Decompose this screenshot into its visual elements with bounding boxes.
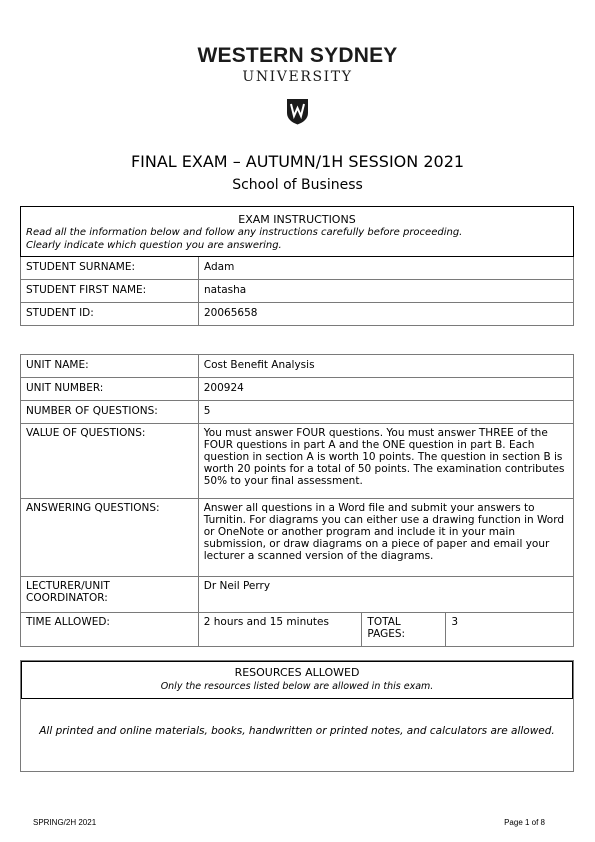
time-allowed-label: TIME ALLOWED: [21, 613, 199, 647]
school-name: School of Business [232, 177, 363, 193]
resources-allowed-title: RESOURCES ALLOWED [234, 666, 360, 679]
student-details-table [20, 206, 574, 326]
unit-details-table [20, 354, 574, 647]
time-allowed-value: 2 hours and 15 minutes [198, 613, 362, 647]
exam-instructions-box [21, 207, 574, 257]
value-of-questions-label: VALUE OF QUESTIONS: [21, 424, 199, 499]
student-surname-label: STUDENT SURNAME: [21, 257, 199, 280]
unit-number-value: 200924 [198, 378, 573, 401]
resources-allowed-text: All printed and online materials, books, handwritten or printed notes, and calculators are allowed. [39, 725, 555, 737]
university-logo-title: WESTERN SYDNEY [197, 44, 398, 67]
unit-number-label: UNIT NUMBER: [21, 378, 199, 401]
number-of-questions-value: 5 [198, 401, 573, 424]
lecturer-value: Dr Neil Perry [198, 577, 573, 613]
instructions-line-2: Clearly indicate which question you are answering. [26, 240, 282, 251]
student-id-label: STUDENT ID: [21, 303, 199, 326]
university-logo-subtitle: UNIVERSITY [242, 69, 353, 85]
resources-allowed-subtitle: Only the resources listed below are allowed in this exam. [160, 681, 434, 692]
instructions-line-1: Read all the information below and follow any instructions carefully before proceeding. [26, 227, 463, 238]
total-pages-value: 3 [446, 613, 574, 647]
resources-allowed-header [21, 661, 573, 699]
value-of-questions-text: You must answer FOUR questions. You must answer THREE of the FOUR questions in part A and the ONE question in part B. Each question in section A is worth 10 points. The question in section B is worth 20 points for a total of 50 points. The examination contributes 50% to your final assessment. [198, 424, 573, 499]
footer-session: SPRING/2H 2021 [33, 818, 97, 827]
footer-page-number: Page 1 of 8 [504, 818, 545, 827]
student-first-name-label: STUDENT FIRST NAME: [21, 280, 199, 303]
lecturer-label: LECTURER/UNIT COORDINATOR: [21, 577, 199, 613]
exam-title: FINAL EXAM – AUTUMN/1H SESSION 2021 [130, 152, 465, 171]
exam-instructions-title: EXAM INSTRUCTIONS [238, 213, 356, 226]
answering-questions-text: Answer all questions in a Word file and submit your answers to Turnitin. For diagrams you can either use a drawing function in Word or OneNote or another program and include it in your main submission, or draw diagrams on a piece of paper and email your lecturer a scanned version of the diagrams. [198, 499, 573, 577]
unit-name-value: Cost Benefit Analysis [198, 355, 573, 378]
student-id-value: 20065658 [199, 303, 574, 326]
number-of-questions-label: NUMBER OF QUESTIONS: [21, 401, 199, 424]
total-pages-label: TOTAL PAGES: [362, 613, 446, 647]
answering-questions-label: ANSWERING QUESTIONS: [21, 499, 199, 577]
wsu-shield-w-icon [286, 98, 309, 125]
resources-allowed-section [20, 660, 574, 772]
student-first-name-value: natasha [199, 280, 574, 303]
student-surname-value: Adam [199, 257, 574, 280]
unit-name-label: UNIT NAME: [21, 355, 199, 378]
